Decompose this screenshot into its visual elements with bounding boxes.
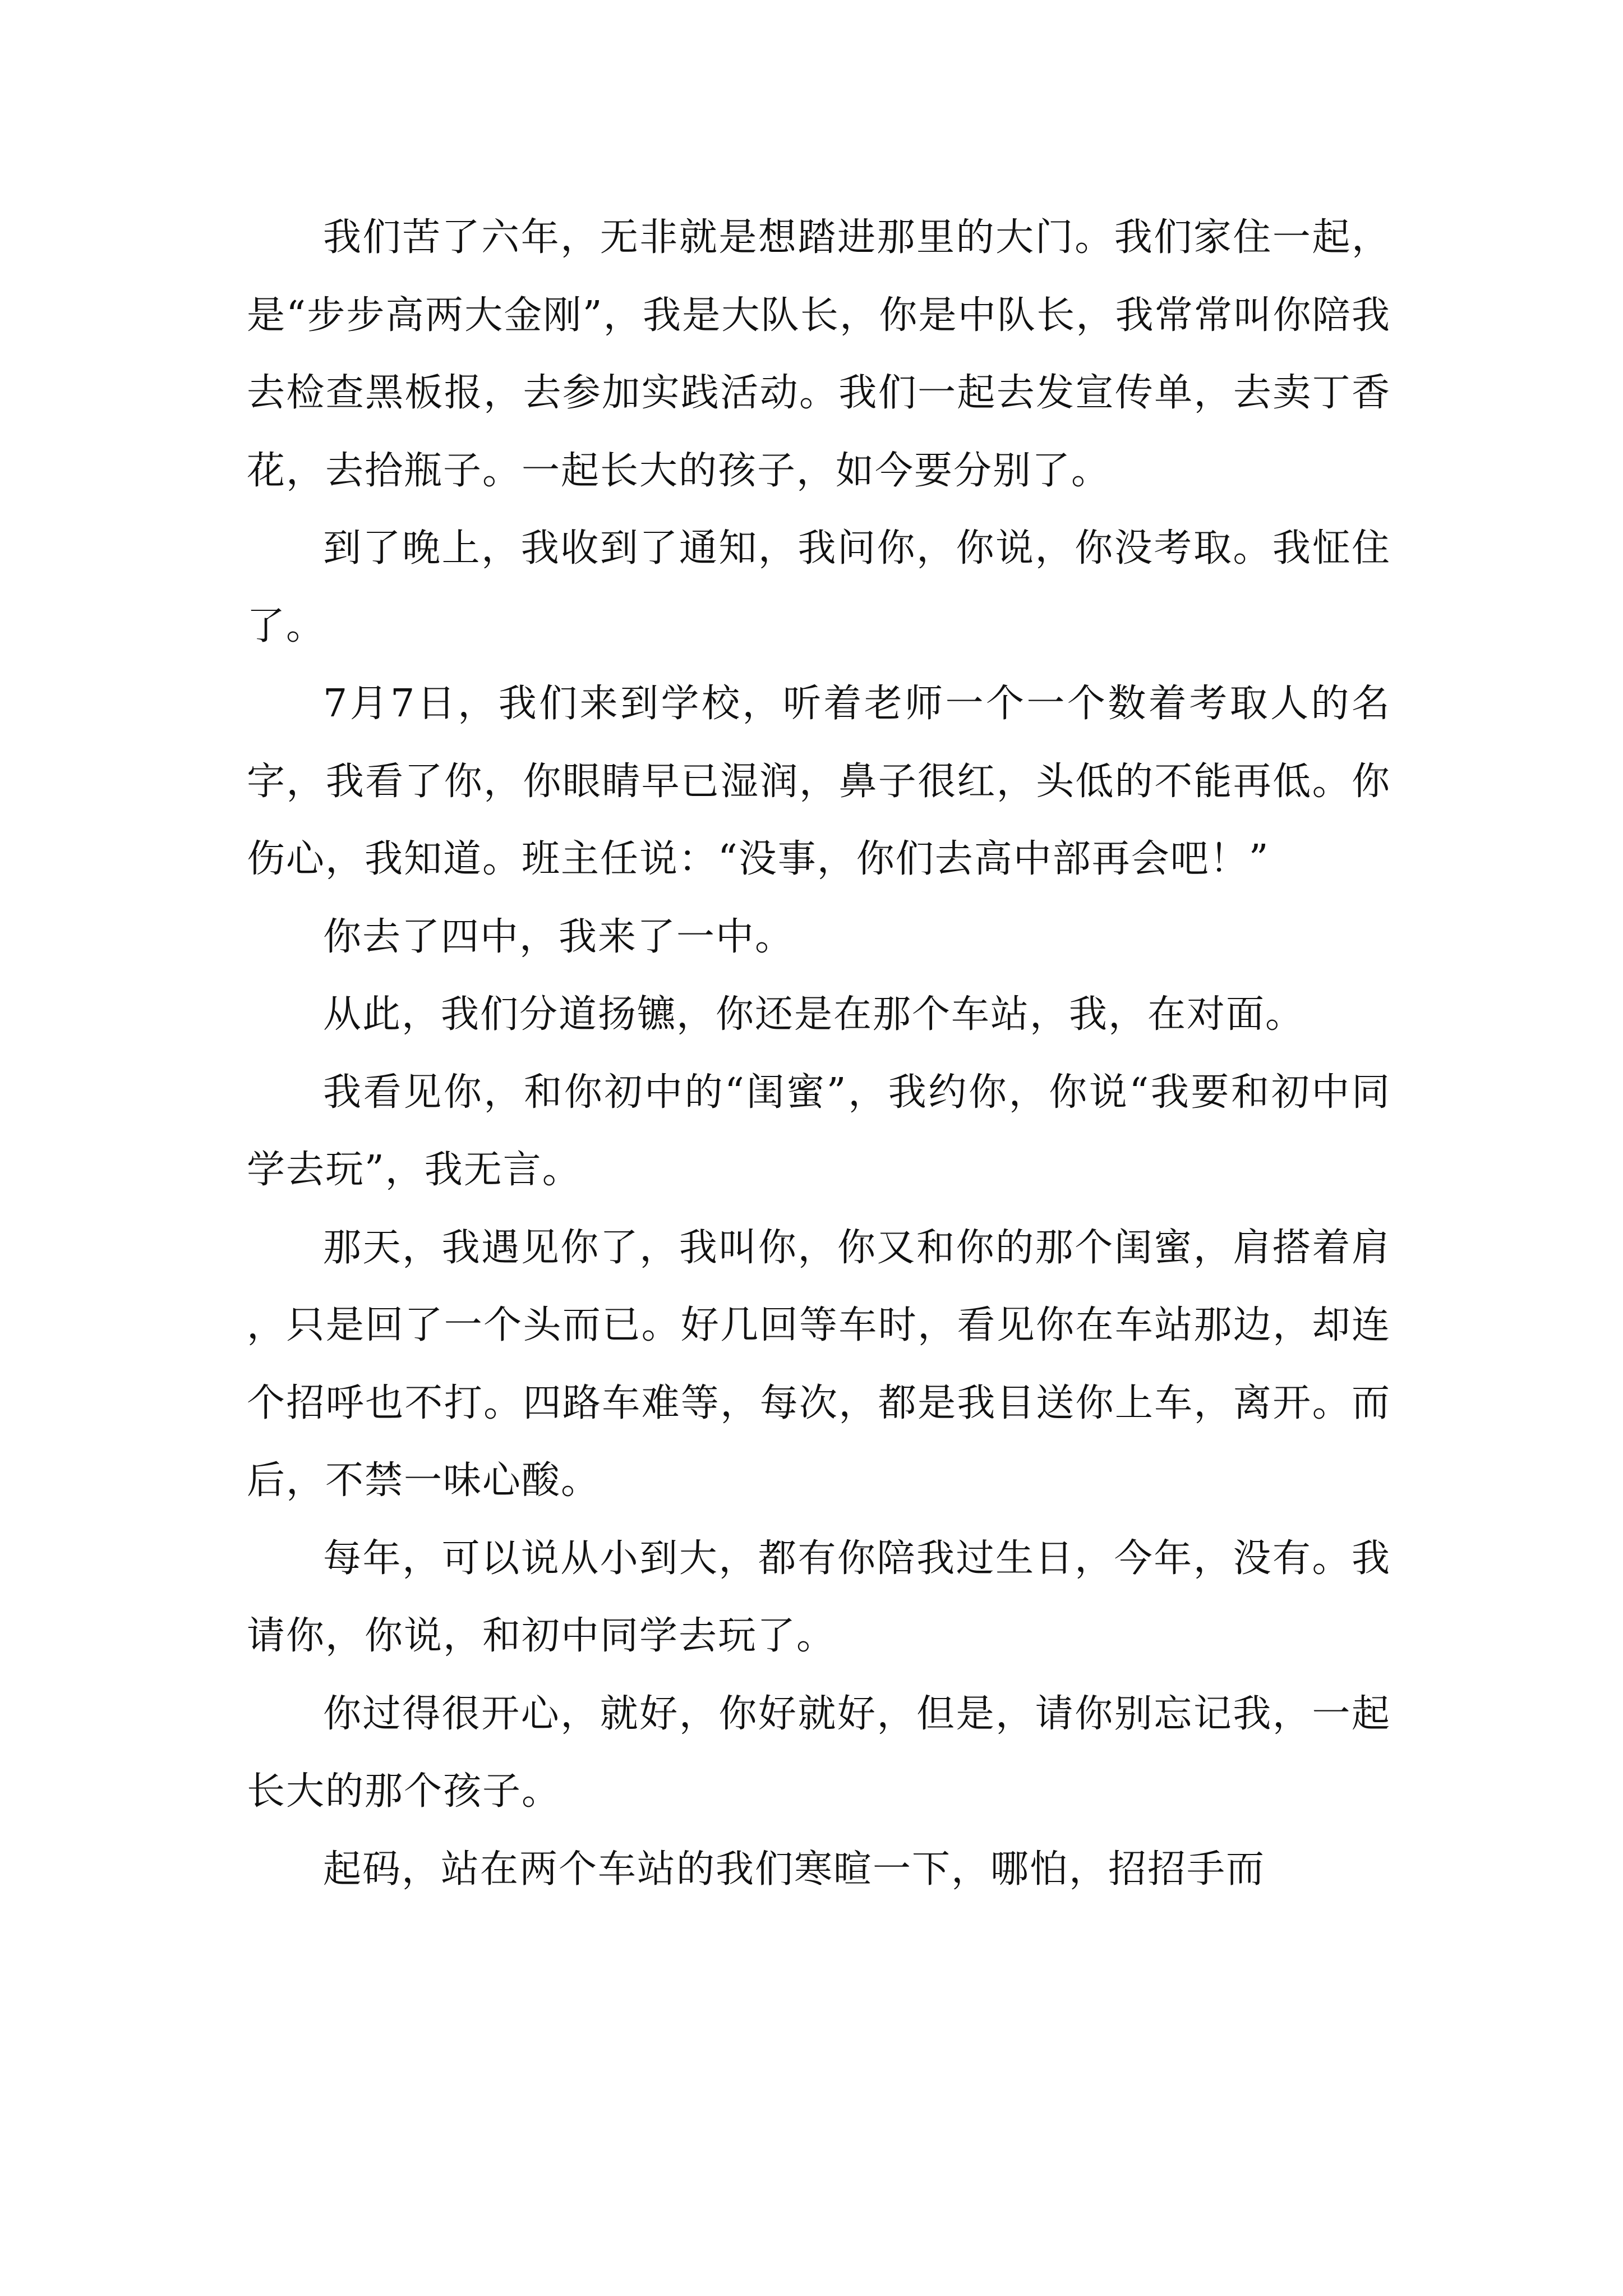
paragraph: 你去了四中，我来了一中。 (323, 914, 795, 959)
paragraph: 我看见你，和你初中的“闺蜜”，我约你，你说“我要和初中同学去玩”，我无言。 (247, 1070, 1391, 1192)
paragraph: 那天，我遇见你了，我叫你，你又和你的那个闺蜜，肩搭着肩，只是回了一个头而已。好几回等车时，看见你在车站那边，却连个招呼也不打。四路车难等，每次，都是我目送你上车，离开。而后，不禁一味心酸。 (247, 1225, 1391, 1503)
paragraph: 到了晚上，我收到了通知，我问你，你说，你没考取。我怔住了。 (247, 526, 1391, 648)
paragraph: 从此，我们分道扬镳，你还是在那个车站，我，在对面。 (323, 992, 1305, 1037)
paragraph: 你过得很开心，就好，你好就好，但是，请你别忘记我，一起长大的那个孩子。 (247, 1691, 1391, 1814)
paragraph: 起码，站在两个车站的我们寒暄一下，哪怕，招招手而 (323, 1847, 1266, 1892)
paragraph: 每年，可以说从小到大，都有你陪我过生日，今年，没有。我请你，你说，和初中同学去玩了。 (247, 1536, 1391, 1658)
paragraph: 我们苦了六年，无非就是想踏进那里的大门。我们家住一起，是“步步高两大金刚”，我是大队长，你是中队长，我常常叫你陪我去检查黑板报，去参加实践活动。我们一起去发宣传单，去卖丁香花，去拾瓶子。一起长大的孩子，如今要分别了。 (247, 215, 1391, 493)
body-text (247, 199, 1391, 1908)
paragraph: 7月7日，我们来到学校，听着老师一个一个数着考取人的名字，我看了你，你眼睛早已湿润，鼻子很红，头低的不能再低。你伤心，我知道。班主任说：“没事，你们去高中部再会吧！” (247, 682, 1391, 881)
